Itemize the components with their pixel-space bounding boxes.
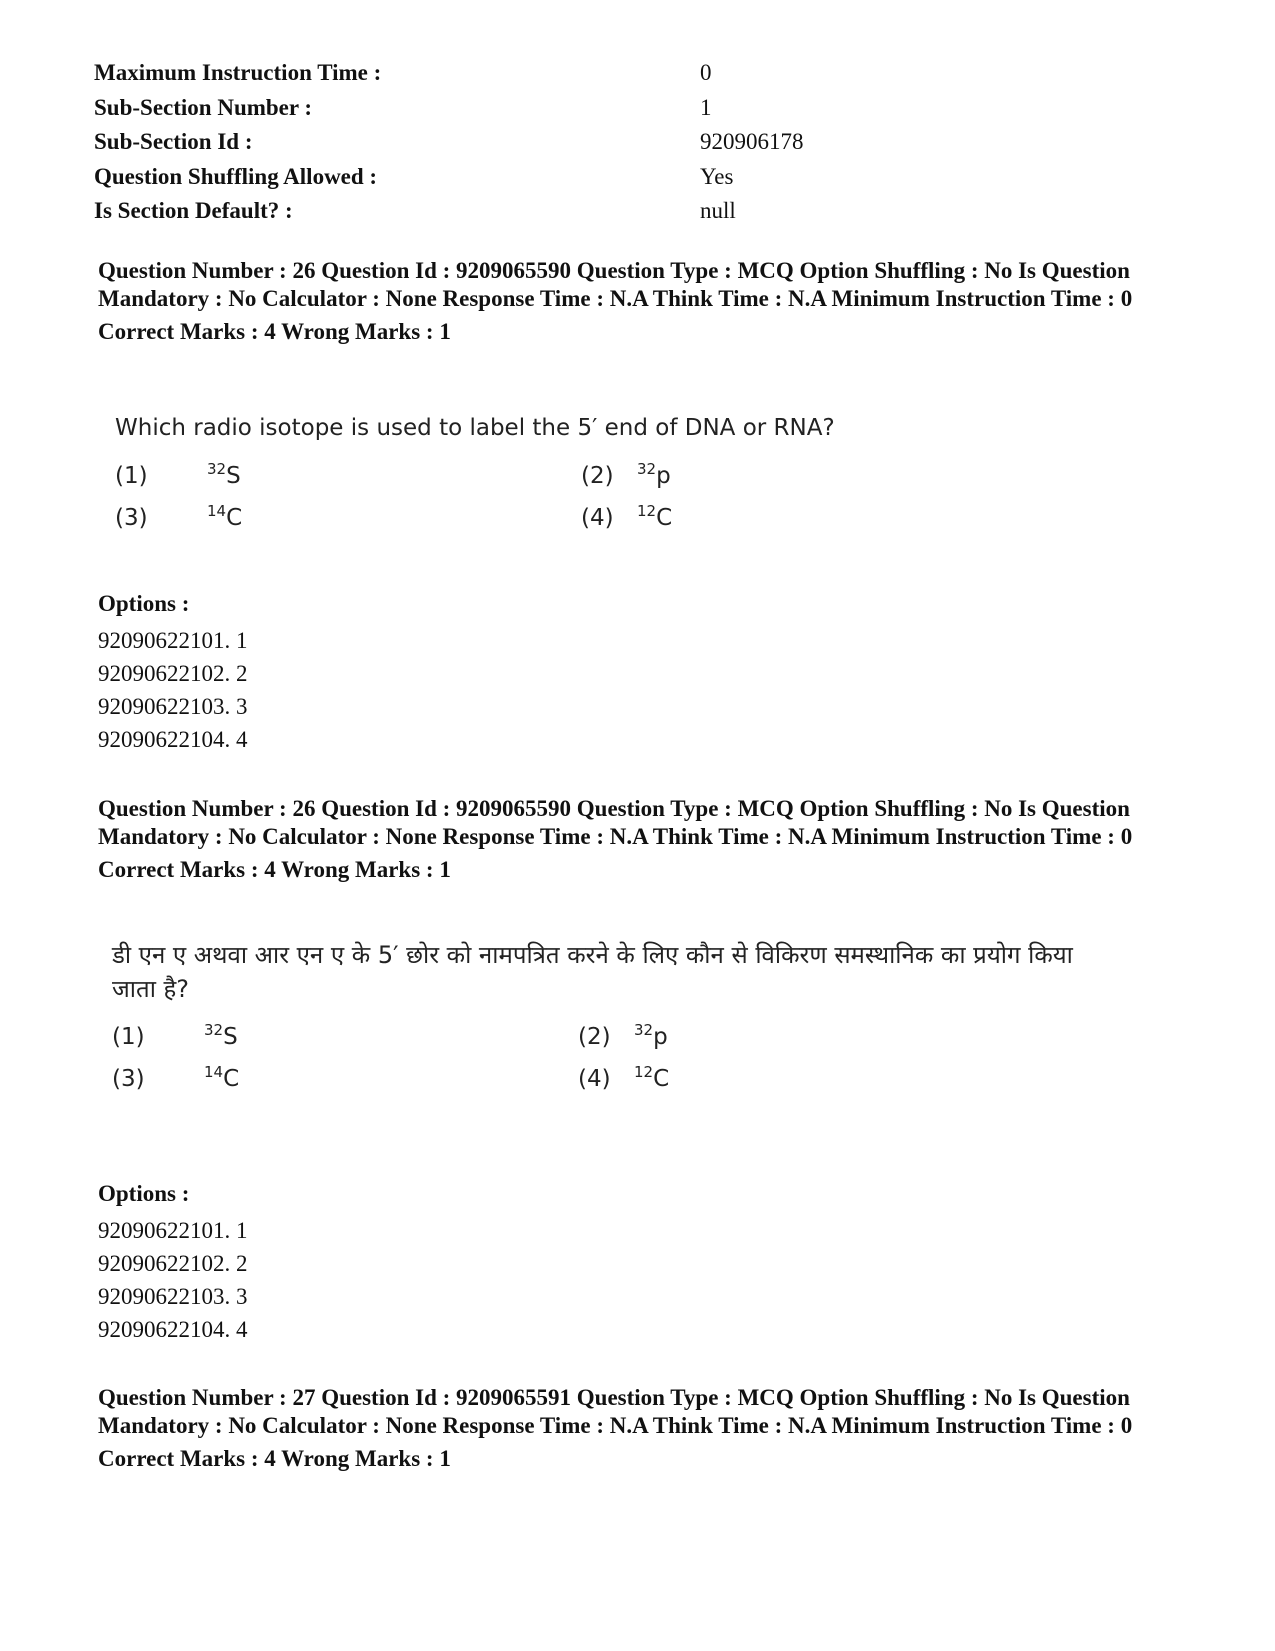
question-header-block — [98, 257, 1158, 346]
isotope-symbol: C — [223, 1066, 240, 1092]
meta-row — [94, 160, 854, 195]
option-item: 92090622102. 2 — [98, 1251, 248, 1276]
choice-number: (3) — [112, 1066, 145, 1092]
choice-row — [115, 461, 1115, 491]
isotope-mass: 32 — [637, 460, 657, 478]
choice — [112, 1021, 600, 1050]
options-list — [98, 590, 498, 756]
question-header-block — [98, 795, 1158, 884]
choice-row — [115, 503, 1115, 533]
isotope — [637, 502, 673, 531]
options-list — [98, 1180, 498, 1346]
isotope-mass: 32 — [204, 1021, 224, 1039]
option-item: 92090622103. 3 — [98, 694, 248, 719]
question-text: Which radio isotope is used to label the 5′ end of DNA or RNA? — [115, 415, 835, 441]
question-marks: Correct Marks : 4 Wrong Marks : 1 — [98, 1446, 451, 1471]
isotope-mass: 12 — [634, 1063, 654, 1081]
isotope — [634, 1021, 668, 1050]
isotope-symbol: C — [653, 1066, 670, 1092]
meta-row — [94, 125, 854, 160]
choice — [578, 1063, 1066, 1092]
option-item: 92090622101. 1 — [98, 1218, 248, 1243]
choice — [115, 502, 603, 531]
choice-number: (2) — [581, 463, 614, 489]
isotope — [637, 460, 671, 489]
choice-number: (1) — [112, 1024, 145, 1050]
isotope-mass: 12 — [637, 502, 657, 520]
meta-key: Sub-Section Id : — [94, 129, 253, 155]
meta-value: 1 — [700, 94, 712, 120]
isotope-mass: 14 — [204, 1063, 224, 1081]
question-content — [112, 938, 1112, 1094]
meta-row — [94, 91, 854, 126]
option-item: 92090622102. 2 — [98, 661, 248, 686]
isotope-symbol: S — [226, 463, 241, 489]
question-header-block — [98, 1384, 1158, 1473]
choice-number: (3) — [115, 505, 148, 531]
option-item: 92090622104. 4 — [98, 1317, 248, 1342]
choice-row — [112, 1064, 1112, 1094]
isotope-symbol: C — [656, 505, 673, 531]
section-meta — [94, 56, 854, 229]
question-content — [115, 411, 1115, 533]
meta-key: Maximum Instruction Time : — [94, 60, 382, 86]
isotope — [634, 1063, 670, 1092]
question-marks: Correct Marks : 4 Wrong Marks : 1 — [98, 319, 451, 344]
question-header: Question Number : 26 Question Id : 9209065590 Question Type : MCQ Option Shuffling : No Is Question Mandatory : No Calculator : None Response Time : N.A Think Time : N.A Minimum Instruction Time : 0 — [98, 796, 1133, 849]
choice-number: (4) — [578, 1066, 611, 1092]
isotope-mass: 32 — [207, 460, 227, 478]
choice — [581, 460, 1069, 489]
isotope-mass: 14 — [207, 502, 227, 520]
choice-number: (1) — [115, 463, 148, 489]
isotope — [204, 1021, 238, 1050]
isotope-symbol: C — [226, 505, 243, 531]
choice — [578, 1021, 1066, 1050]
isotope — [207, 502, 243, 531]
isotope-symbol: S — [223, 1024, 238, 1050]
meta-value: Yes — [700, 163, 734, 189]
meta-row — [94, 194, 854, 229]
question-text: डी एन ए अथवा आर एन ए के 5′ छोर को नामपत्रित करने के लिए कौन से विकिरण समस्थानिक का प्रयोग किया जाता है? — [112, 941, 1073, 1003]
question-marks: Correct Marks : 4 Wrong Marks : 1 — [98, 857, 451, 882]
meta-key: Sub-Section Number : — [94, 94, 313, 120]
option-item: 92090622104. 4 — [98, 727, 248, 752]
choice-number: (4) — [581, 505, 614, 531]
isotope-mass: 32 — [634, 1021, 654, 1039]
isotope-symbol: p — [653, 1024, 668, 1050]
choice — [581, 502, 1069, 531]
question-header: Question Number : 26 Question Id : 9209065590 Question Type : MCQ Option Shuffling : No Is Question Mandatory : No Calculator : None Response Time : N.A Think Time : N.A Minimum Instruction Time : 0 — [98, 258, 1133, 311]
option-item: 92090622101. 1 — [98, 628, 248, 653]
choice — [115, 460, 603, 489]
option-item: 92090622103. 3 — [98, 1284, 248, 1309]
meta-row — [94, 56, 854, 91]
meta-value: 920906178 — [700, 129, 804, 155]
choice-number: (2) — [578, 1024, 611, 1050]
choice-row — [112, 1022, 1112, 1052]
isotope-symbol: p — [656, 463, 671, 489]
meta-value: 0 — [700, 60, 712, 86]
meta-value: null — [700, 198, 736, 224]
question-header: Question Number : 27 Question Id : 9209065591 Question Type : MCQ Option Shuffling : No Is Question Mandatory : No Calculator : None Response Time : N.A Think Time : N.A Minimum Instruction Time : 0 — [98, 1385, 1133, 1438]
isotope — [207, 460, 241, 489]
meta-key: Question Shuffling Allowed : — [94, 163, 378, 189]
choice — [112, 1063, 600, 1092]
isotope — [204, 1063, 240, 1092]
options-title: Options : — [98, 1181, 190, 1206]
meta-key: Is Section Default? : — [94, 198, 293, 224]
options-title: Options : — [98, 591, 190, 616]
